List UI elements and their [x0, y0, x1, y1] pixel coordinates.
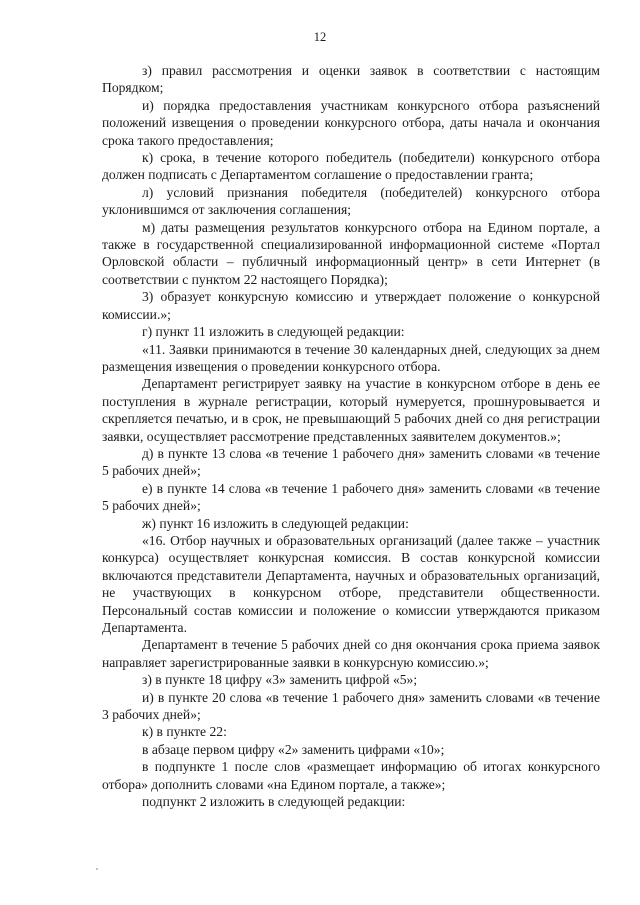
paragraph: в абзаце первом цифру «2» заменить цифрами «10»; — [142, 741, 445, 757]
scan-artifact — [96, 868, 98, 870]
document-body — [102, 62, 600, 810]
page-number: 12 — [313, 30, 327, 44]
paragraph: и) порядка предоставления участникам конкурсного отбора разъяснений положений извещения о проведении конкурсного отбора, даты начала и окончания срока такого предоставления; — [102, 97, 600, 148]
paragraph: з) в пункте 18 цифру «3» заменить цифрой «5»; — [142, 672, 418, 688]
paragraph: «16. Отбор научных и образовательных организаций (далее также – участник конкурса) осуществляет конкурсная комиссия. В состав конкурсной комиссии включаются представители Департамента, научных и образовательных организаций, не участвующих в конкурсном отборе, представители общественности. Персональный состав комиссии и положение о комиссии утверждаются приказом Департамента. — [102, 532, 600, 635]
paragraph: з) правил рассмотрения и оценки заявок в соответствии с настоящим Порядком; — [102, 63, 600, 96]
paragraph: «11. Заявки принимаются в течение 30 календарных дней, следующих за днем размещения извещения о проведении конкурсного отбора. — [102, 341, 600, 374]
paragraph: л) условий признания победителя (победителей) конкурсного отбора уклонившимся от заключения соглашения; — [102, 184, 600, 218]
paragraph: подпункт 2 изложить в следующей редакции: — [142, 794, 406, 810]
paragraph: 3) образует конкурсную комиссию и утверждает положение о конкурсной комиссии.»; — [102, 289, 600, 322]
paragraph: д) в пункте 13 слова «в течение 1 рабочего дня» заменить словами «в течение 5 рабочих дней»; — [102, 445, 600, 479]
paragraph: е) в пункте 14 слова «в течение 1 рабочего дня» заменить словами «в течение 5 рабочих дней»; — [102, 480, 600, 514]
paragraph: Департамент регистрирует заявку на участие в конкурсном отборе в день ее поступления в журнале регистрации, который нумеруется, прошнуровывается и скрепляется печатью, и в срок, не превышающий 5 рабочих дней со дня регистрации заявки, осуществляет рассмотрение представленных заявителем документов.»; — [102, 376, 600, 444]
paragraph: м) даты размещения результатов конкурсного отбора на Едином портале, а также в государственной специализированной информационной системе «Портал Орловской области – публичный информационный центр» в сети Интернет (в соответствии с пунктом 22 настоящего Порядка); — [102, 219, 600, 287]
paragraph: г) пункт 11 изложить в следующей редакции: — [142, 324, 405, 340]
paragraph: Департамент в течение 5 рабочих дней со дня окончания срока приема заявок направляет зарегистрированные заявки в конкурсную комиссию.»; — [102, 637, 600, 670]
paragraph: и) в пункте 20 слова «в течение 1 рабочего дня» заменить словами «в течение 3 рабочих дней»; — [102, 689, 600, 723]
paragraph: к) срока, в течение которого победитель (победители) конкурсного отбора должен подписать с Департаментом соглашение о предоставлении гранта; — [102, 150, 600, 183]
paragraph: в подпункте 1 после слов «размещает информацию об итогах конкурсного отбора» дополнить словами «на Едином портале, а также»; — [102, 759, 600, 792]
paragraph: к) в пункте 22: — [142, 724, 227, 740]
paragraph: ж) пункт 16 изложить в следующей редакции: — [142, 515, 409, 531]
